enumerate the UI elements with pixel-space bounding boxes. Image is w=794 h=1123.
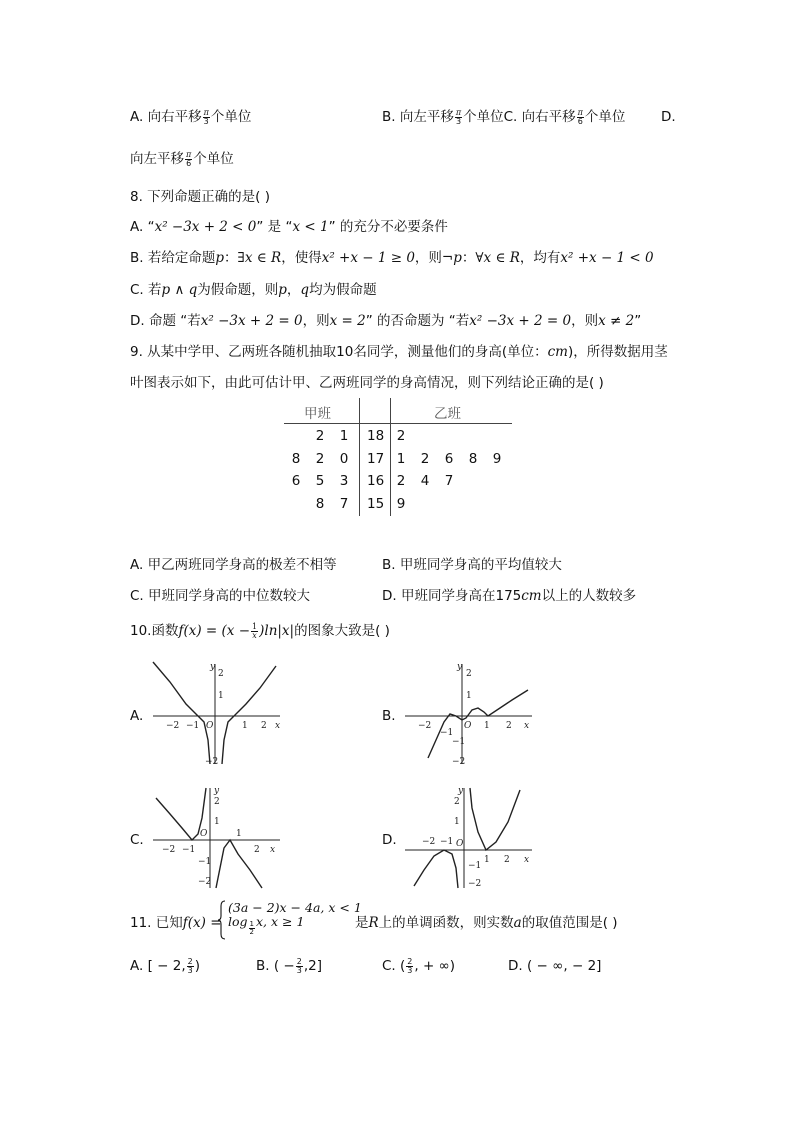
- q11-option-a[interactable]: A. [ − 2, $\frac{2}{3}$ ): [130, 956, 200, 975]
- y-label: y: [210, 662, 216, 672]
- tick-x: −1: [182, 845, 196, 855]
- q10-graph-a[interactable]: [148, 660, 288, 770]
- leaf-right: 8: [468, 451, 478, 467]
- leaf-right: 2: [396, 428, 406, 444]
- tick-x: −1: [440, 837, 454, 847]
- leaf-right: 4: [420, 473, 430, 489]
- tick-x: −2: [422, 837, 436, 847]
- q9-stem-line1: 9. 从某中学甲、乙两班各随机抽取10名同学，测量他们的身高(单位：cm)，所得数据用茎: [130, 344, 668, 360]
- fraction: $\frac{2}{3}$: [407, 956, 413, 975]
- q10-option-c-label[interactable]: C.: [130, 832, 144, 848]
- fraction: $\frac{\pi}{6}$: [577, 107, 583, 126]
- q8-option-b[interactable]: B. 若给定命题p：∃x ∈ R，使得x² +x − 1 ≥ 0，则¬p：∀x ∈ R，均有x² +x − 1 < 0: [130, 250, 654, 266]
- leaf-right: 7: [444, 473, 454, 489]
- y-label: y: [457, 662, 463, 672]
- leaf-right: 1: [396, 451, 406, 467]
- brace-icon: [217, 900, 227, 940]
- fraction: $\frac{\pi}{3}$: [203, 107, 209, 126]
- tick-x: −1: [186, 721, 200, 731]
- origin-label: O: [456, 839, 464, 849]
- origin-label: O: [206, 721, 214, 731]
- origin-label: O: [200, 829, 208, 839]
- curve-left: [156, 788, 206, 840]
- leaf-left: 3: [339, 473, 349, 489]
- x-label: x: [524, 855, 530, 865]
- q7-option-d-label[interactable]: D.: [661, 109, 676, 125]
- leaf-left: 5: [315, 473, 325, 489]
- q11-stem-rest: 是R上的单调函数，则实数a的取值范围是( ): [355, 915, 618, 931]
- leaf-left: 2: [315, 428, 325, 444]
- tick-y: 2: [466, 669, 472, 679]
- leaf-left: 2: [315, 451, 325, 467]
- tick-y: 1: [214, 817, 220, 827]
- stem-leaf-plot: [284, 398, 512, 516]
- tick-y: 2: [454, 797, 460, 807]
- q8-option-a[interactable]: A. “x² −3x + 2 < 0” 是 “x < 1” 的充分不必要条件: [130, 219, 448, 235]
- tick-y: −1: [468, 861, 482, 871]
- tick-y: 1: [454, 817, 460, 827]
- q10-graph-b[interactable]: [400, 660, 540, 770]
- header-rule: [284, 423, 512, 424]
- q8-stem: 8. 下列命题正确的是( ): [130, 189, 270, 205]
- tick-y: 2: [214, 797, 220, 807]
- tick-x: 2: [506, 721, 512, 731]
- q7-option-d[interactable]: 向左平移 $\frac{\pi}{6}$ 个单位: [130, 149, 234, 168]
- leaf-left: 8: [291, 451, 301, 467]
- leaf-left: 0: [339, 451, 349, 467]
- y-label: y: [214, 786, 220, 796]
- fraction: $\frac{1}{x}$: [252, 621, 258, 640]
- leaf-left: 8: [315, 496, 325, 512]
- fraction: $\frac{\pi}{6}$: [186, 149, 192, 168]
- leaf-right: 9: [396, 496, 406, 512]
- tick-y: −2: [205, 757, 219, 767]
- leaf-right: 2: [420, 451, 430, 467]
- tick-y: −1: [198, 857, 212, 867]
- q11-option-b[interactable]: B. ( − $\frac{2}{3}$ ,2]: [256, 956, 322, 975]
- tick-x: −2: [418, 721, 432, 731]
- divider-right: [390, 398, 391, 516]
- q11-stem-prefix: 11. 已知f(x) =: [130, 915, 222, 931]
- tick-y: −2: [452, 757, 466, 767]
- leaf-right: 9: [492, 451, 502, 467]
- curve-left: [153, 662, 210, 764]
- x-label: x: [275, 721, 281, 731]
- curve: [428, 690, 528, 758]
- q9-option-b[interactable]: B. 甲班同学身高的平均值较大: [382, 557, 562, 573]
- curve-right: [470, 788, 520, 850]
- q7-option-b-c[interactable]: B. 向左平移 $\frac{\pi}{3}$ 个单位C. 向右平移 $\frac{\pi}{6}$ 个单位: [382, 107, 626, 126]
- tick-x: 1: [236, 829, 242, 839]
- leaf-right: 2: [396, 473, 406, 489]
- fraction: $\frac{2}{3}$: [187, 956, 193, 975]
- leaf-left: 1: [339, 428, 349, 444]
- q9-option-d[interactable]: D. 甲班同学身高在175cm以上的人数较多: [382, 588, 637, 604]
- q10-option-d-label[interactable]: D.: [382, 832, 397, 848]
- header-class-jia: 甲班: [304, 406, 331, 422]
- q9-stem-line2: 叶图表示如下，由此可估计甲、乙两班同学的身高情况，则下列结论正确的是( ): [130, 375, 604, 391]
- origin-label: O: [464, 721, 472, 731]
- q9-option-c[interactable]: C. 甲班同学身高的中位数较大: [130, 588, 311, 604]
- x-label: x: [524, 721, 530, 731]
- tick-y: 1: [466, 691, 472, 701]
- tick-x: 2: [254, 845, 260, 855]
- leaf-right: 6: [444, 451, 454, 467]
- tick-x: 1: [484, 721, 490, 731]
- leaf-left: 6: [291, 473, 301, 489]
- curve-left: [414, 850, 458, 888]
- stem: 18: [367, 428, 385, 444]
- tick-x: −2: [166, 721, 180, 731]
- tick-x: 2: [504, 855, 510, 865]
- q10-graph-c[interactable]: [148, 784, 288, 894]
- tick-y: −2: [198, 877, 212, 887]
- piecewise-line1: (3a − 2)x − 4a, x < 1: [228, 900, 362, 915]
- y-label: y: [458, 786, 464, 796]
- tick-y: −1: [452, 737, 466, 747]
- q8-option-c[interactable]: C. 若p ∧ q为假命题，则p，q均为假命题: [130, 282, 377, 298]
- tick-y: −2: [468, 879, 482, 889]
- x-label: x: [270, 845, 276, 855]
- tick-y: 1: [218, 691, 224, 701]
- stem: 15: [367, 496, 385, 512]
- header-class-yi: 乙班: [434, 406, 461, 422]
- stem: 17: [367, 451, 385, 467]
- divider-left: [359, 398, 360, 516]
- fraction: $\frac{1}{2}$: [249, 920, 254, 936]
- q11-option-d[interactable]: D. ( − ∞, − 2]: [508, 958, 602, 974]
- q10-stem: 10.函数f(x) = (x − $\frac{1}{x}$ )ln|x|的图象大致是( ): [130, 621, 390, 640]
- fraction: $\frac{2}{3}$: [296, 956, 302, 975]
- q11-option-c[interactable]: C. ( $\frac{2}{3}$ , + ∞): [382, 956, 456, 975]
- fraction: $\frac{\pi}{3}$: [455, 107, 462, 126]
- stem: 16: [367, 473, 385, 489]
- q10-option-b-label[interactable]: B.: [382, 708, 396, 724]
- tick-x: −1: [440, 728, 454, 738]
- q10-option-a-label[interactable]: A.: [130, 708, 144, 724]
- curve-right: [222, 666, 276, 764]
- tick-y: 2: [218, 669, 224, 679]
- tick-x: 1: [242, 721, 248, 731]
- tick-x: 2: [261, 721, 267, 731]
- tick-x: −2: [162, 845, 176, 855]
- q8-option-d[interactable]: D. 命题 “若x² −3x + 2 = 0，则x = 2” 的否命题为 “若x² −3x + 2 = 0，则x ≠ 2”: [130, 313, 642, 329]
- tick-x: 1: [484, 855, 490, 865]
- q7-option-a[interactable]: A. 向右平移 $\frac{\pi}{3}$ 个单位: [130, 107, 252, 126]
- q9-option-a[interactable]: A. 甲乙两班同学身高的极差不相等: [130, 557, 337, 573]
- q10-graph-d[interactable]: [400, 784, 540, 894]
- leaf-left: 7: [339, 496, 349, 512]
- piecewise-line2: log $\frac{1}{2}$ x, x ≥ 1: [228, 914, 305, 936]
